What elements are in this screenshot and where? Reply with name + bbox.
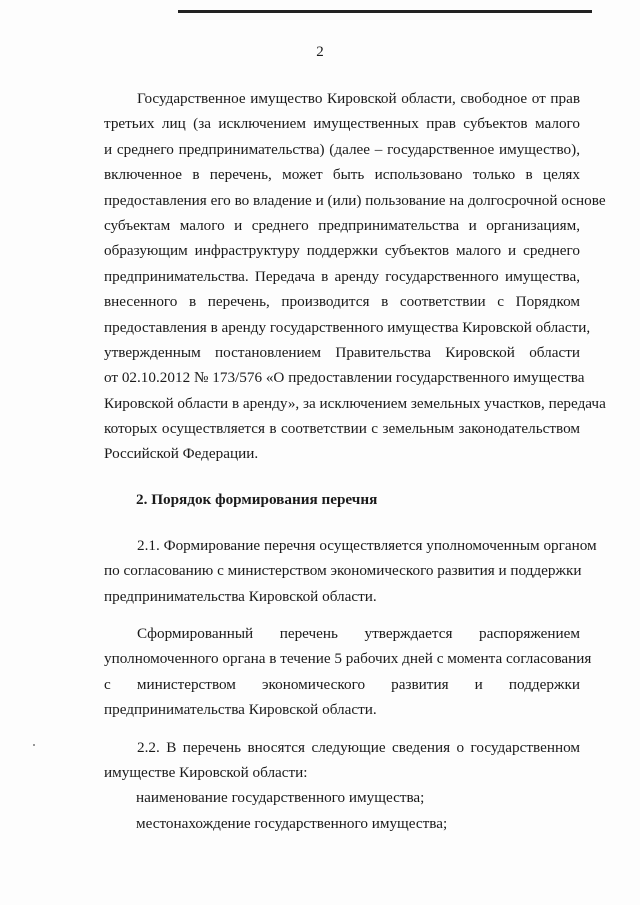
text-line: субъектам малого и среднего предпринимательства и организациям,: [104, 216, 580, 234]
text-line: утвержденным постановлением Правительства Кировской области: [104, 343, 580, 361]
text-line: внесенного в перечень, производится в соответствии с Порядком: [104, 293, 580, 311]
paragraph-2-2: [104, 735, 580, 786]
text-line: предоставления в аренду государственного имущества Кировской области,: [104, 318, 591, 336]
text-line: предпринимательства Кировской области.: [104, 587, 377, 605]
text-line: третьих лиц (за исключением имущественных прав субъектов малого: [104, 115, 580, 133]
text-line: от 02.10.2012 № 173/576 «О предоставлении государственного имущества: [104, 369, 585, 387]
text-line: уполномоченного органа в течение 5 рабочих дней с момента согласования: [104, 650, 592, 668]
text-line: предпринимательства Кировской области.: [104, 701, 377, 719]
top-rule: [178, 10, 592, 13]
text-line: по согласованию с министерством экономического развития и поддержки: [104, 562, 582, 580]
text-line: с министерством экономического развития и поддержки: [104, 675, 580, 693]
text-line: и среднего предпринимательства) (далее – государственное имущество),: [104, 140, 580, 158]
list-item: наименование государственного имущества;: [136, 789, 425, 807]
text-line: Кировской области в аренду», за исключением земельных участков, передача: [104, 394, 606, 412]
text-line: Российской Федерации.: [104, 445, 259, 463]
paragraph-2-1: [104, 533, 597, 609]
list-item: местонахождение государственного имущества;: [136, 814, 448, 832]
text-line: 2.2. В перечень вносятся следующие сведения о государственном: [137, 738, 580, 756]
text-line: Государственное имущество Кировской области, свободное от прав: [137, 90, 580, 107]
text-line: предоставления его во владение и (или) пользование на долгосрочной основе: [104, 191, 606, 209]
scan-speck: [33, 744, 35, 746]
text-line: предпринимательства. Передача в аренду государственного имущества,: [104, 267, 580, 285]
document-body: [104, 86, 606, 836]
text-line: имуществе Кировской области:: [104, 763, 308, 781]
text-line: образующим инфраструктуру поддержки субъектов малого и среднего: [104, 242, 580, 260]
page-number: 2: [316, 44, 324, 60]
text-line: которых осуществляется в соответствии с земельным законодательством: [104, 420, 580, 438]
paragraph-2-1-approval: [104, 621, 592, 723]
text-line: 2.1. Формирование перечня осуществляется уполномоченным органом: [137, 536, 597, 554]
paragraph-state-property: [104, 86, 606, 467]
text-line: включенное в перечень, может быть использовано только в целях: [104, 166, 580, 184]
section-heading: 2. Порядок формирования перечня: [136, 490, 378, 508]
text-line: Сформированный перечень утверждается распоряжением: [137, 625, 580, 643]
